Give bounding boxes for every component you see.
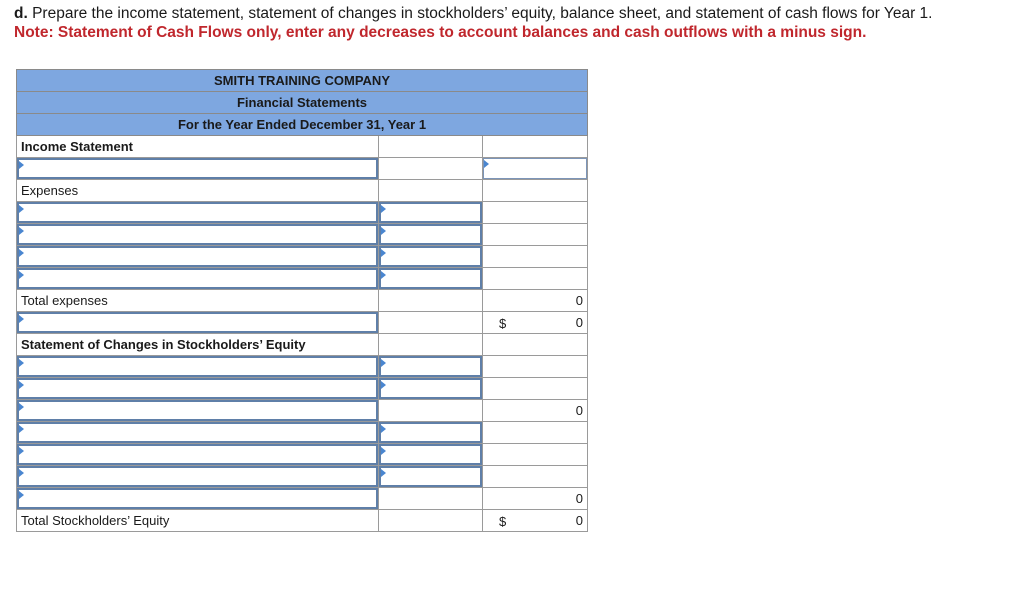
table-row	[17, 488, 588, 510]
equity-7-label-input[interactable]	[17, 488, 378, 509]
equity-subtotal2-value: 0	[483, 488, 588, 510]
total-expenses-label: Total expenses	[17, 290, 379, 312]
table-row	[17, 466, 588, 488]
header-row-title	[17, 92, 588, 114]
total-equity-cell	[483, 510, 588, 532]
table-row	[17, 290, 588, 312]
equity-3-label-input[interactable]	[17, 400, 378, 421]
header-row-company	[17, 70, 588, 92]
table-row	[17, 334, 588, 356]
total-expenses-value: 0	[483, 290, 588, 312]
equity-statement-heading: Statement of Changes in Stockholders’ Equity	[17, 334, 379, 356]
table-row	[17, 400, 588, 422]
expense-3-amount-input[interactable]	[379, 246, 482, 267]
net-income-cell	[483, 312, 588, 334]
part-label: d.	[14, 5, 28, 22]
equity-1-amount-input[interactable]	[379, 356, 482, 377]
equity-4-amount-input[interactable]	[379, 422, 482, 443]
currency-symbol: $	[499, 316, 507, 331]
financial-statements-table	[16, 69, 588, 532]
net-income-label-input[interactable]	[17, 312, 378, 333]
expense-4-amount-input[interactable]	[379, 268, 482, 289]
table-row	[17, 356, 588, 378]
expense-1-label-input[interactable]	[17, 202, 378, 223]
table-row	[17, 312, 588, 334]
table-row	[17, 180, 588, 202]
currency-symbol: $	[499, 514, 507, 529]
table-row	[17, 268, 588, 290]
table-row	[17, 510, 588, 532]
equity-6-amount-input[interactable]	[379, 466, 482, 487]
expenses-label: Expenses	[17, 180, 379, 202]
expense-4-label-input[interactable]	[17, 268, 378, 289]
table-row	[17, 158, 588, 180]
statement-period: For the Year Ended December 31, Year 1	[17, 114, 588, 136]
equity-4-label-input[interactable]	[17, 422, 378, 443]
total-equity-value: 0	[575, 513, 584, 528]
total-equity-label: Total Stockholders’ Equity	[17, 510, 379, 532]
equity-1-label-input[interactable]	[17, 356, 378, 377]
instructions	[14, 4, 1014, 42]
equity-subtotal-value: 0	[483, 400, 588, 422]
net-income-value: 0	[575, 315, 584, 330]
expense-1-amount-input[interactable]	[379, 202, 482, 223]
expense-2-amount-input[interactable]	[379, 224, 482, 245]
table-row	[17, 136, 588, 158]
equity-5-amount-input[interactable]	[379, 444, 482, 465]
instruction-note: Note: Statement of Cash Flows only, enter any decreases to account balances and cash outflows with a minus sign.	[14, 24, 867, 41]
header-row-period	[17, 114, 588, 136]
table-row	[17, 422, 588, 444]
company-name: SMITH TRAINING COMPANY	[17, 70, 588, 92]
instruction-text: Prepare the income statement, statement of changes in stockholders’ equity, balance sheet, and statement of cash flows for Year 1.	[27, 5, 933, 22]
table-row	[17, 444, 588, 466]
table-row	[17, 202, 588, 224]
equity-6-label-input[interactable]	[17, 466, 378, 487]
equity-2-amount-input[interactable]	[379, 378, 482, 399]
equity-2-label-input[interactable]	[17, 378, 378, 399]
table-row	[17, 224, 588, 246]
equity-5-label-input[interactable]	[17, 444, 378, 465]
table-row	[17, 378, 588, 400]
revenue-label-cell	[17, 158, 379, 180]
income-statement-heading: Income Statement	[17, 136, 379, 158]
revenue-amount-cell	[483, 158, 588, 180]
expense-2-label-input[interactable]	[17, 224, 378, 245]
revenue-amount-input[interactable]	[483, 158, 587, 179]
revenue-label-input[interactable]	[17, 158, 378, 179]
statement-title: Financial Statements	[17, 92, 588, 114]
instruction-line	[14, 4, 1014, 23]
expense-3-label-input[interactable]	[17, 246, 378, 267]
table-row	[17, 246, 588, 268]
